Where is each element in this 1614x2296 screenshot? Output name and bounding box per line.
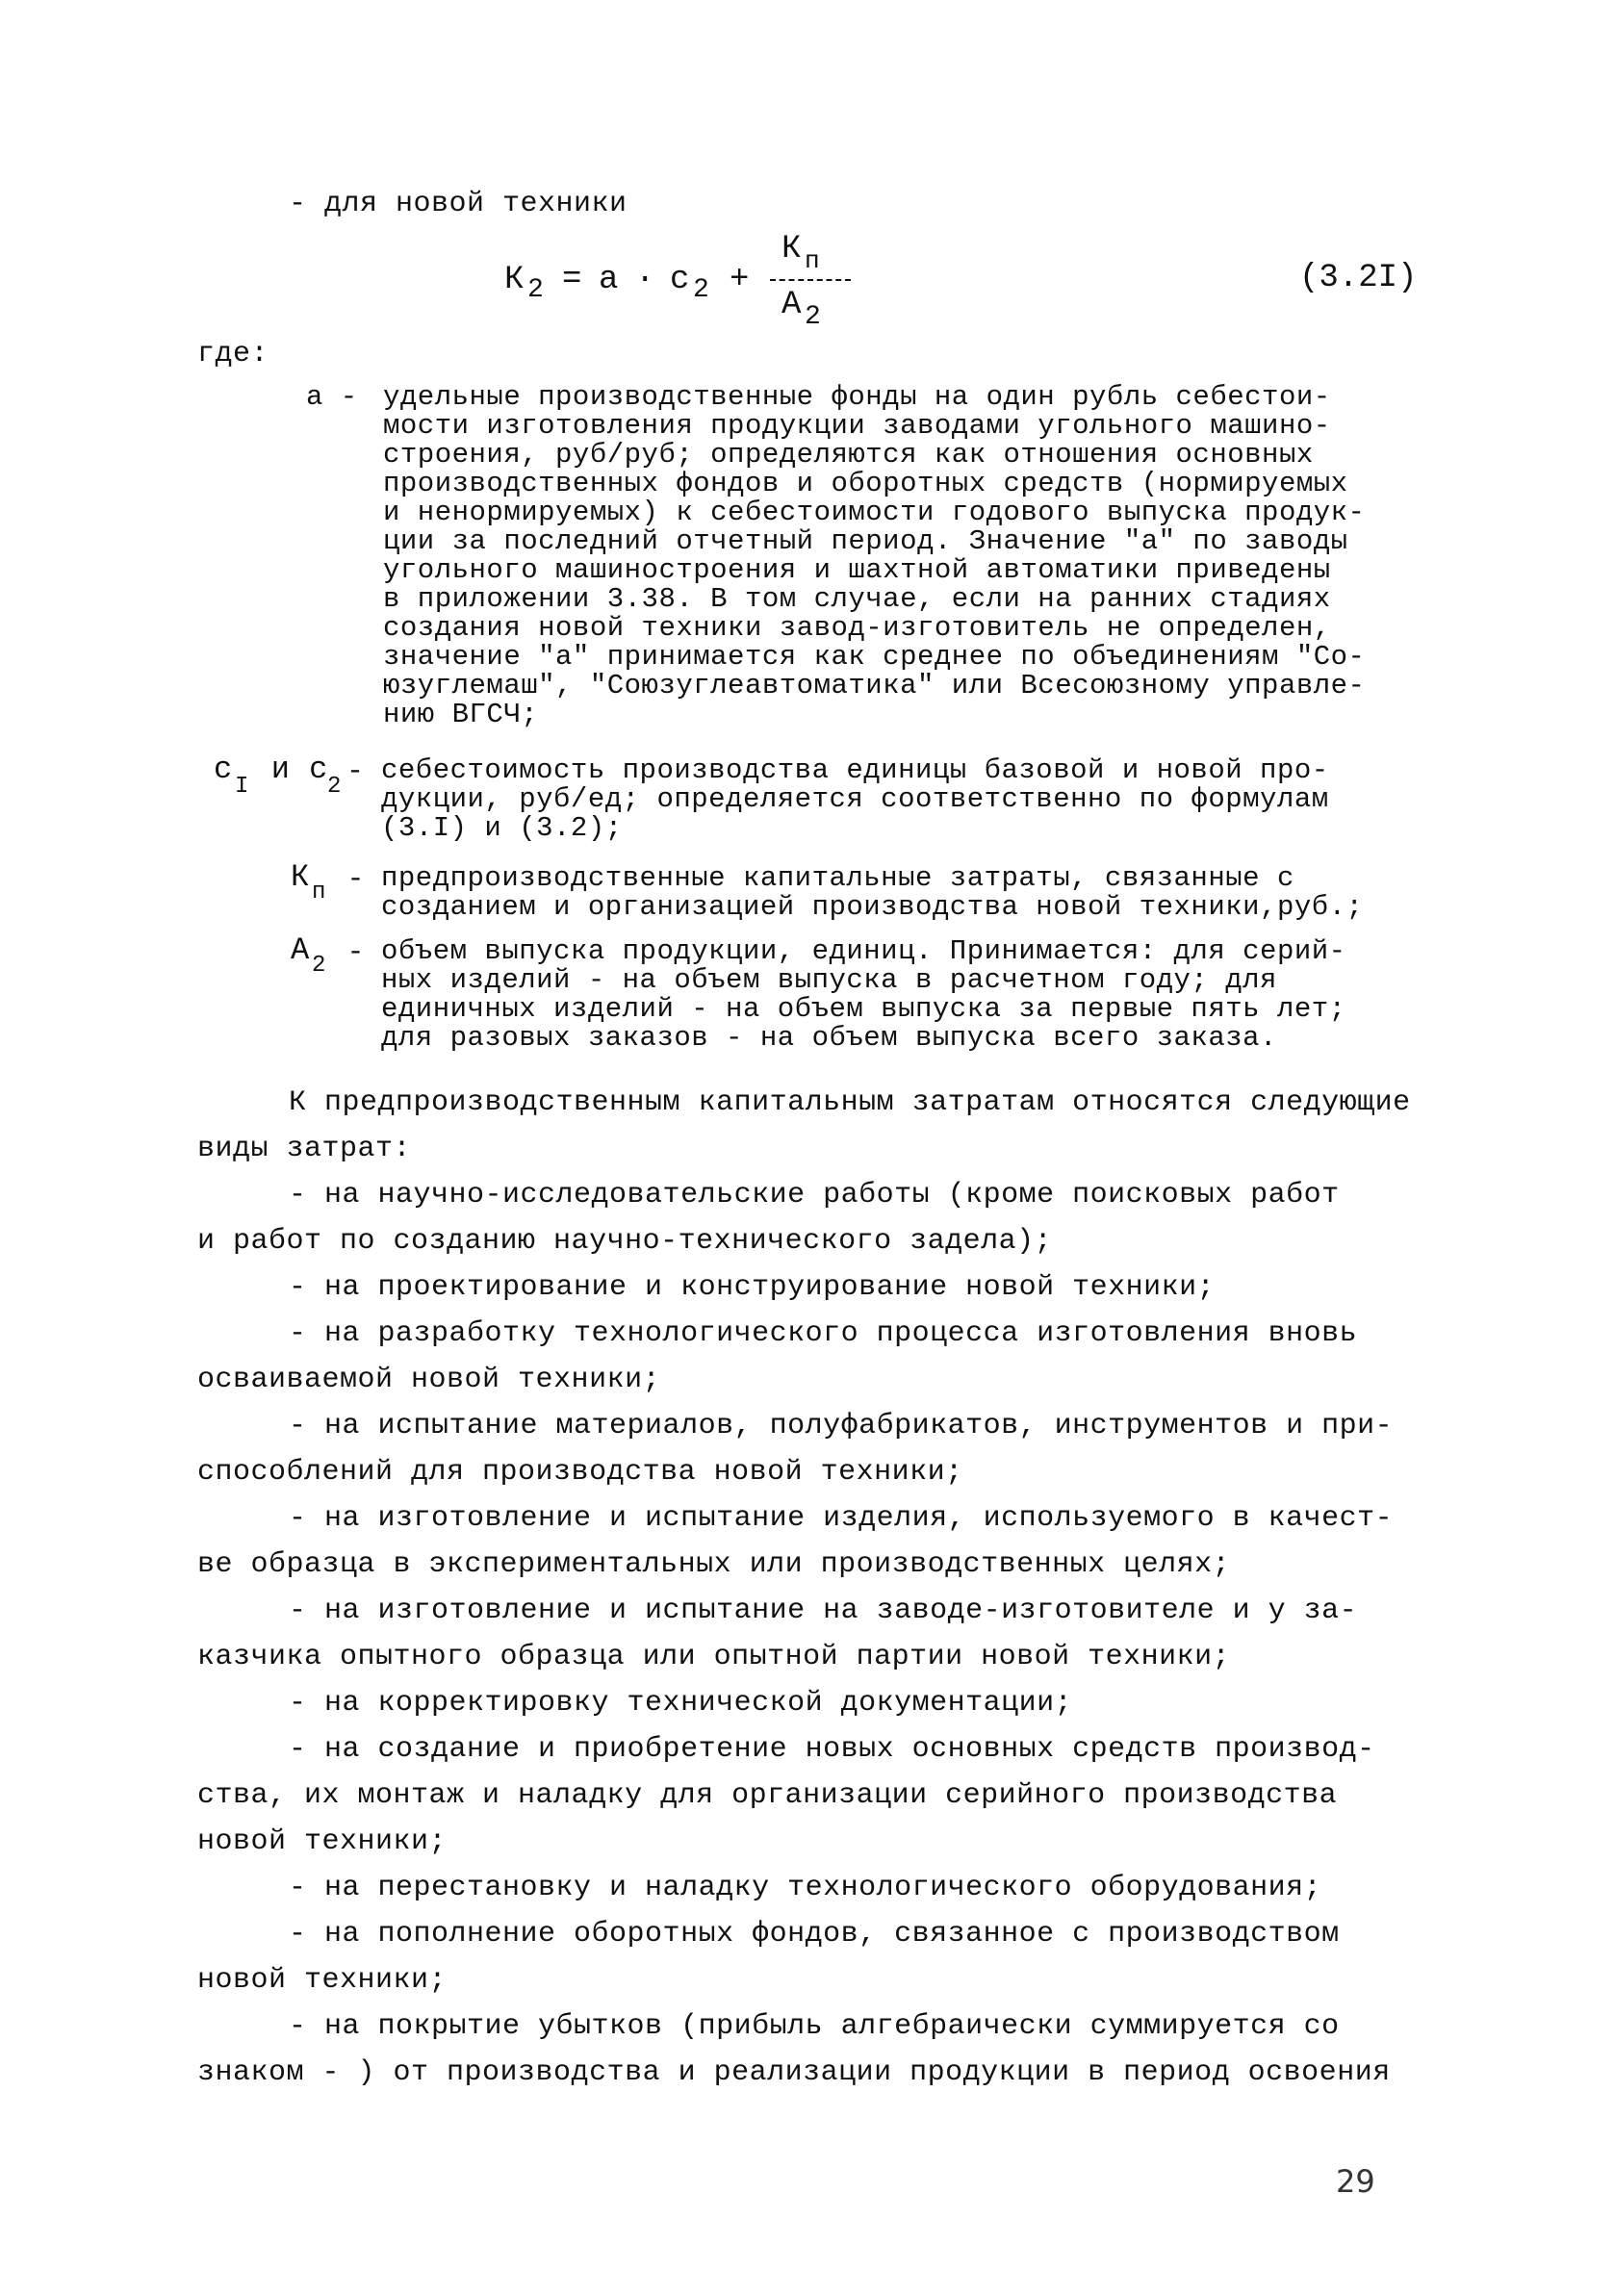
definition-term-sub: 2 [327, 774, 342, 800]
definition-term: а - [306, 381, 358, 413]
body-line: - на перестановку и наладку технологического оборудования; [289, 1872, 1322, 1904]
definition-line: значение "а" принимается как среднее по объединениям "Со- [383, 641, 1366, 673]
formula-dot: · [635, 262, 655, 298]
formula-a: а [599, 262, 619, 298]
definition-term: с [214, 752, 233, 787]
definition-line: ных изделий - на объем выпуска в расчетном году; для [381, 964, 1277, 996]
definition-line: единичных изделий - на объем выпуска за первые пять лет; [381, 993, 1346, 1025]
body-line: - на создание и приобретение новых основных средств производ- [289, 1733, 1375, 1766]
body-line: ве образца в экспериментальных или производственных целях; [197, 1548, 1231, 1581]
formula-denominator-sub: 2 [805, 302, 821, 332]
definition-term-dash: - [329, 936, 366, 969]
definition-term-sub: 2 [312, 953, 326, 979]
definition-line: созданием и организацией производства новой техники,руб.; [381, 891, 1364, 923]
formula-denominator: А [781, 287, 802, 323]
definition-line: создания новой техники завод-изготовитель не определен, [383, 612, 1331, 644]
definition-line: строения, руб/руб; определяются как отношения основных [383, 439, 1314, 471]
body-line: - на пополнение оборотных фондов, связанное с производством [289, 1918, 1340, 1951]
body-line: - на покрытие убытков (прибыль алгебраически суммируется со [289, 2010, 1340, 2043]
definition-term-sub: I [235, 774, 249, 800]
body-line: и работ по созданию научно-технического задела); [197, 1225, 1053, 1258]
body-line: - на разработку технологического процесса изготовления вновь [289, 1317, 1358, 1350]
definition-line: в приложении 3.38. В том случае, если на ранних стадиях [383, 583, 1331, 615]
formula-eq: = [562, 262, 582, 298]
body-line: - на научно-исследовательские работы (кроме поисковых работ [289, 1179, 1340, 1212]
formula-number: (3.2I) [1299, 260, 1418, 296]
definition-line: объем выпуска продукции, единиц. Принимается: для серий- [381, 935, 1346, 967]
definition-term-dash: - [346, 755, 365, 788]
body-line: новой техники; [197, 1825, 448, 1858]
definition-term: К [291, 859, 310, 895]
definition-line: производственных фондов и оборотных средств (нормируемых [383, 468, 1348, 499]
formula-lhs: К [504, 262, 525, 298]
body-line: способлений для производства новой техники; [197, 1456, 963, 1489]
page-number: 29 [1336, 2163, 1375, 2200]
body-line: знаком - ) от производства и реализации продукции в период освоения [197, 2056, 1391, 2089]
definition-line: предпроизводственные капитальные затраты, связанные с [381, 862, 1294, 894]
body-line: - на испытание материалов, полуфабрикатов, инструментов и при- [289, 1410, 1394, 1442]
formula-lhs-sub: 2 [527, 275, 544, 305]
definition-term: А [291, 932, 310, 968]
definition-line: для разовых заказов - на объем выпуска всего заказа. [381, 1022, 1277, 1054]
definition-line: и ненормируемых) к себестоимости годового выпуска продук- [383, 497, 1366, 528]
definition-line: мости изготовления продукции заводами угольного машино- [383, 410, 1331, 442]
definition-line: нию ВГСЧ; [383, 699, 539, 730]
formula-c: с [670, 262, 690, 298]
where-label: где: [197, 338, 269, 370]
formula-c-sub: 2 [693, 275, 709, 305]
definition-term-dash: - [329, 863, 366, 896]
fraction-bar [770, 279, 851, 281]
body-line: - на изготовление и испытание изделия, используемого в качест- [289, 1502, 1394, 1535]
definition-line: (3.I) и (3.2); [381, 812, 623, 844]
body-line: казчика опытного образца или опытной партии новой техники; [197, 1641, 1231, 1673]
definition-line: удельные производственные фонды на один рубль себестои- [383, 381, 1331, 413]
formula-plus: + [730, 262, 750, 298]
body-line: виды затрат: [197, 1133, 412, 1165]
definition-line: себестоимость производства единицы базовой и новой про- [381, 754, 1329, 786]
definition-line: юзуглемаш", "Союзуглеавтоматика" или Всесоюзному управле- [383, 670, 1366, 702]
body-line: ства, их монтаж и наладку для организации серийного производства [197, 1779, 1338, 1812]
body-line: - на проектирование и конструирование новой техники; [289, 1271, 1216, 1304]
definition-line: ции за последний отчетный период. Значение "а" по заводы [383, 525, 1348, 557]
definition-term-mid: и с [252, 752, 328, 787]
definition-line: угольного машиностроения и шахтной автоматики приведены [383, 554, 1331, 586]
definition-term-sub: п [312, 880, 326, 906]
body-line: - на корректировку технической документации; [289, 1687, 1073, 1720]
body-line: новой техники; [197, 1964, 448, 1997]
body-line: осваиваемой новой техники; [197, 1364, 661, 1396]
definition-line: дукции, руб/ед; определяется соответственно по формулам [381, 783, 1329, 815]
formula-numerator: К [781, 231, 802, 268]
body-line: К предпроизводственным капитальным затратам относятся следующие [289, 1086, 1411, 1119]
formula-numerator-sub: п [805, 246, 820, 275]
intro-line: - для новой техники [289, 188, 628, 220]
body-line: - на изготовление и испытание на заводе-изготовителе и у за- [289, 1594, 1358, 1627]
